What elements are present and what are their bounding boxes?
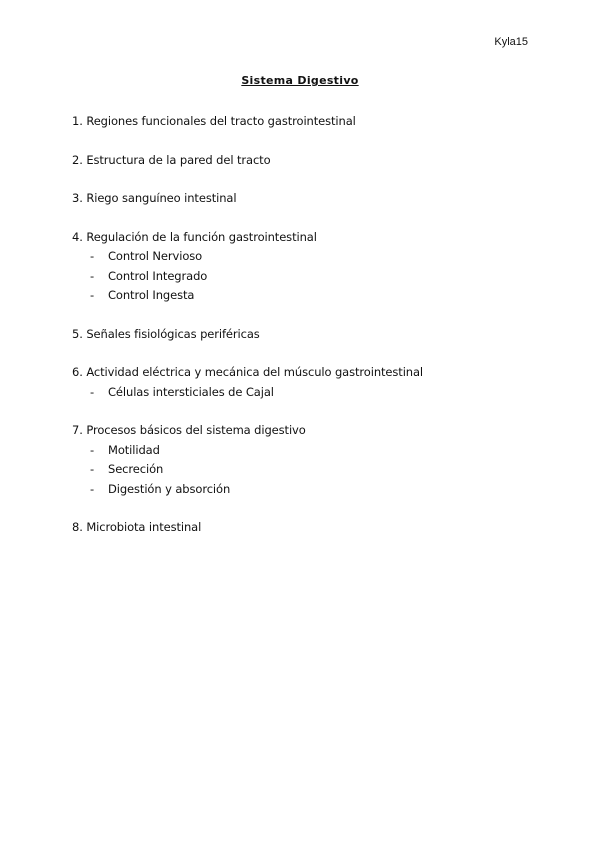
outline-section (72, 421, 532, 499)
sub-item-label: Secreción (108, 462, 164, 476)
sub-item-label: Control Nervioso (108, 249, 203, 263)
section-heading: 4. Regulación de la función gastrointestinal (72, 229, 317, 244)
sub-item-label: Digestión y absorción (108, 481, 231, 496)
dash-bullet: - (90, 268, 95, 283)
outline-section (72, 228, 532, 306)
sub-list (72, 247, 532, 306)
outline-section (72, 112, 532, 132)
outline-section (72, 151, 532, 171)
sub-item (72, 383, 532, 403)
dash-bullet: - (90, 288, 95, 302)
dash-bullet: - (90, 481, 95, 496)
sub-item (72, 267, 532, 287)
sub-list (72, 383, 532, 403)
sub-item (72, 460, 532, 480)
sub-item-label: Control Ingesta (108, 288, 195, 302)
sub-list (72, 441, 532, 500)
sub-item (72, 441, 532, 461)
sub-item (72, 247, 532, 267)
dash-bullet: - (90, 249, 95, 263)
sub-item-label: Control Integrado (108, 268, 208, 283)
header-id: Kyla15 (494, 36, 528, 48)
section-heading: 2. Estructura de la pared del tracto (72, 152, 271, 167)
sub-item-label: Células intersticiales de Cajal (108, 384, 274, 399)
section-heading: 5. Señales fisiológicas periféricas (72, 326, 260, 341)
outline-section (72, 189, 532, 209)
page-title: Sistema Digestivo (241, 74, 359, 87)
sub-item (72, 286, 532, 306)
section-heading: 1. Regiones funcionales del tracto gastrointestinal (72, 114, 356, 128)
outline-section (72, 363, 532, 402)
sub-item (72, 480, 532, 500)
section-heading: 6. Actividad eléctrica y mecánica del músculo gastrointestinal (72, 365, 424, 379)
dash-bullet: - (90, 462, 95, 476)
outline-list (72, 112, 532, 557)
outline-section (72, 325, 532, 345)
section-heading: 7. Procesos básicos del sistema digestivo (72, 423, 306, 437)
dash-bullet: - (90, 442, 95, 457)
sub-item-label: Motilidad (108, 442, 160, 457)
section-heading: 3. Riego sanguíneo intestinal (72, 191, 237, 205)
dash-bullet: - (90, 384, 95, 399)
outline-section (72, 518, 532, 538)
section-heading: 8. Microbiota intestinal (72, 520, 202, 534)
